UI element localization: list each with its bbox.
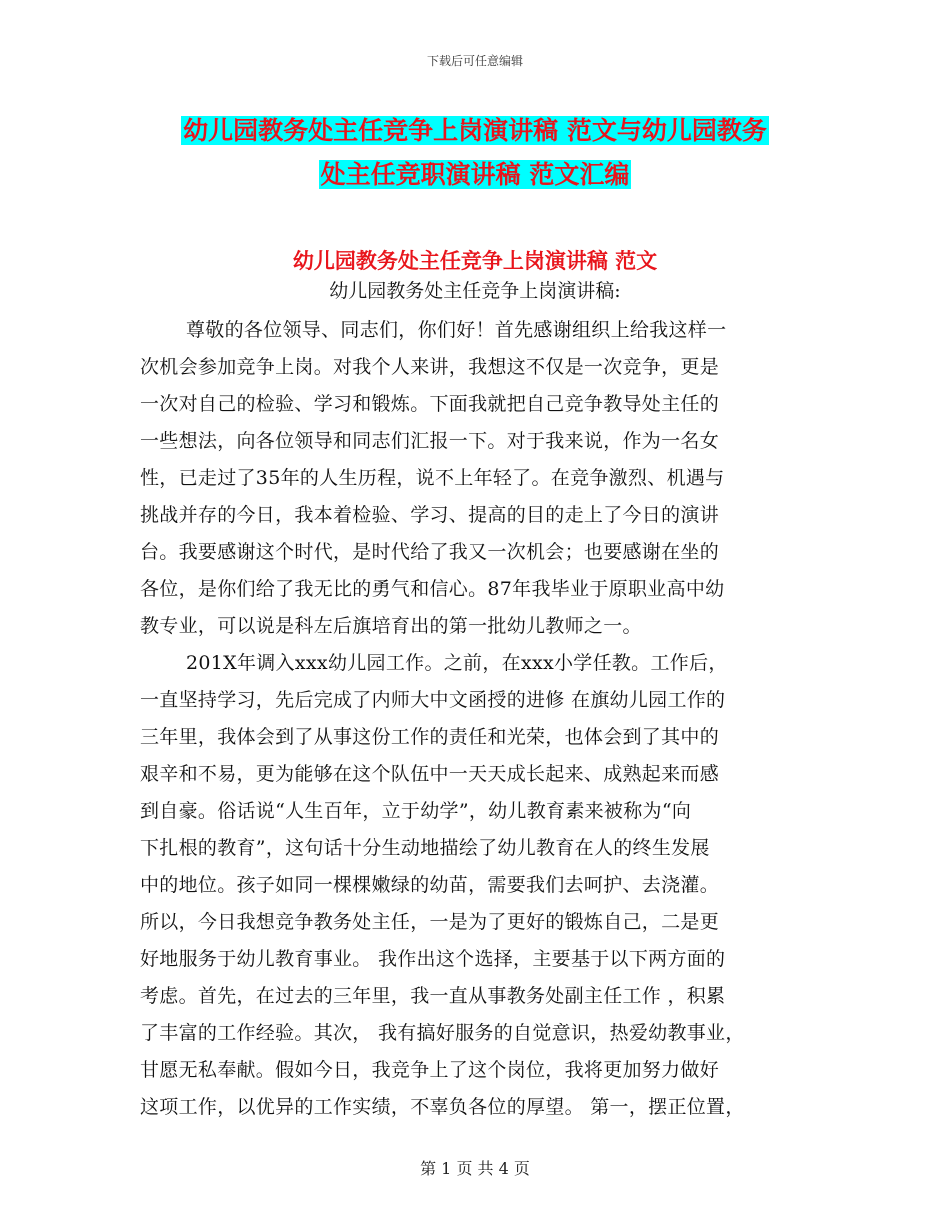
body-line: 一些想法，向各位领导和同志们汇报一下。对于我来说，作为一名女 [140, 430, 720, 452]
body-line: 到自豪。俗话说“人生百年，立于幼学”，幼儿教育素来被称为“向 [140, 800, 692, 822]
body-line: 下扎根的教育”，这句话十分生动地描绘了幼儿教育在人的终生发展 [140, 837, 710, 859]
section-title: 幼儿园教务处主任竞争上岗演讲稿 范文 [292, 249, 658, 273]
body-line: 了丰富的工作经验。其次， 我有搞好服务的自觉意识，热爱幼教事业， [140, 1022, 745, 1044]
body-line: 次机会参加竞争上岗。对我个人来讲，我想这不仅是一次竞争，更是 [140, 356, 720, 378]
body-line: 艰辛和不易，更为能够在这个队伍中一天天成长起来、成熟起来而感 [140, 763, 720, 785]
body-line: 中的地位。孩子如同一棵棵嫩绿的幼苗，需要我们去呵护、去浇灌。 [140, 874, 720, 896]
document-title-line-2 [0, 157, 950, 193]
body-text [140, 312, 820, 1126]
body-line: 所以，今日我想竞争教务处主任，一是为了更好的锻炼自己，二是更 [140, 911, 720, 933]
section-subtitle: 幼儿园教务处主任竞争上岗演讲稿: [329, 280, 621, 302]
document-title-line-1 [0, 113, 950, 149]
body-line: 一直坚持学习，先后完成了内师大中文函授的进修 在旗幼儿园工作的 [140, 689, 726, 711]
body-line: 甘愿无私奉献。假如今日，我竞争上了这个岗位，我将更加努力做好 [140, 1059, 720, 1081]
body-line: 一次对自己的检验、学习和锻炼。下面我就把自己竞争教导处主任的 [140, 393, 720, 415]
page-number-footer: 第 1 页 共 4 页 [420, 1159, 530, 1178]
body-line: 性，已走过了35年的人生历程，说不上年轻了。在竞争激烈、机遇与 [140, 467, 725, 489]
body-line: 这项工作，以优异的工作实绩，不辜负各位的厚望。 第一，摆正位置， [140, 1096, 745, 1118]
body-line: 三年里，我体会到了从事这份工作的责任和光荣，也体会到了其中的 [140, 726, 720, 748]
body-line: 教专业，可以说是科左后旗培育出的第一批幼儿教师之一。 [140, 615, 642, 637]
document-title-line-1-text: 幼儿园教务处主任竞争上岗演讲稿 范文与幼儿园教务 [183, 116, 767, 145]
body-line: 挑战并存的今日，我本着检验、学习、提高的目的走上了今日的演讲 [140, 504, 720, 526]
body-line: 尊敬的各位领导、同志们，你们好！首先感谢组织上给我这样一 [186, 319, 727, 341]
body-line: 台。我要感谢这个时代，是时代给了我又一次机会；也要感谢在坐的 [140, 541, 720, 563]
body-line: 201X年调入xxx幼儿园工作。之前，在xxx小学任教。工作后， [186, 652, 728, 674]
document-title-line-2-text: 处主任竞职演讲稿 范文汇编 [320, 160, 630, 189]
body-line: 考虑。首先，在过去的三年里，我一直从事教务处副主任工作 ，积累 [140, 985, 726, 1007]
body-line: 好地服务于幼儿教育事业。 我作出这个选择，主要基于以下两方面的 [140, 948, 726, 970]
body-line: 各位，是你们给了我无比的勇气和信心。87年我毕业于原职业高中幼 [140, 578, 725, 600]
header-note: 下载后可任意编辑 [426, 54, 523, 68]
